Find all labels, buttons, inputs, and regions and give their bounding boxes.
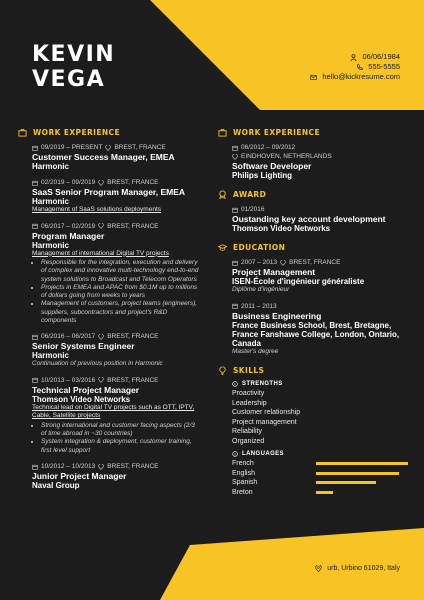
- language-level-fill: [316, 462, 408, 465]
- languages-block: [232, 451, 408, 497]
- bullet-item: • Management of customers, project teams (engineers), suppliers, subcontractors and project’s R&D components: [41, 300, 202, 325]
- calendar-icon: [232, 303, 238, 309]
- strength-item: Leadership: [232, 399, 267, 407]
- skills-heading: SKILLS: [218, 366, 408, 375]
- job-entry: 10/2012 – 10/2013 BREST, FRANCE Junior Project Manager Naval Group: [32, 462, 202, 490]
- bullet-item: • Strong international and customer facing aspects (2/3 of time abroad in ~30 countries): [41, 422, 202, 439]
- award-entry: 01/2016 Oustanding key account development Thomson Video Networks: [232, 205, 408, 233]
- calendar-icon: [32, 464, 38, 470]
- award-icon: [218, 190, 227, 199]
- school: France Business School, Brest, Bretagne, France Fanshawe College, London, Ontario, Canada: [232, 320, 400, 348]
- calendar-icon: [32, 377, 38, 383]
- language-level-fill: [316, 472, 399, 475]
- briefcase-icon: [18, 128, 27, 137]
- bullet-item: • System integration & deployment, customer training, first level support: [41, 438, 202, 455]
- location-pin-icon: [105, 145, 111, 151]
- address-block: [315, 565, 400, 572]
- location-pin-icon: [98, 180, 104, 186]
- location-pin-icon: [280, 260, 286, 266]
- strength-item: Project management: [232, 418, 297, 426]
- award-title: Oustanding key account development: [232, 214, 386, 224]
- language-level-bar: [316, 481, 408, 484]
- language-level-fill: [316, 481, 376, 484]
- school: ISEN-École d'ingénieur généraliste: [232, 277, 365, 286]
- bullet-item: • Responsible for the integration, execution and delivery of complex and innovative multi-technology end-to-end system solutions to Broadcast and Telecom Operators: [41, 259, 202, 284]
- language-level-bar: [316, 472, 408, 475]
- phone-icon: [356, 64, 363, 71]
- info-icon: [232, 451, 238, 457]
- graduation-cap-icon: [218, 243, 227, 252]
- language-level-bar: [316, 491, 408, 494]
- strengths-block: [232, 381, 408, 446]
- language-name: English: [232, 469, 255, 477]
- info-icon: [232, 381, 238, 387]
- job-entry: 09/2019 – PRESENT BREST, FRANCE Customer Success Manager, EMEA Harmonic: [32, 143, 202, 171]
- birthdate: 06/06/1984: [362, 52, 400, 61]
- email[interactable]: hello@kickresume.com: [322, 72, 400, 81]
- language-row: [232, 488, 408, 498]
- job-link[interactable]: Technical lead on Digital TV projects such as OTT, IPTV, Cable, Satellite projects: [32, 403, 195, 420]
- work-experience-heading: WORK EXPERIENCE: [218, 128, 408, 137]
- location-pin-icon: [315, 565, 322, 572]
- diploma-note: Master's degree: [232, 347, 279, 355]
- location-pin-icon: [98, 464, 104, 470]
- language-row: [232, 478, 408, 488]
- job-bullets: [32, 259, 202, 325]
- education-entry: 2007 – 2013 BREST, FRANCE Project Management ISEN-École d'ingénieur généraliste Diplôme d'ingénieur: [232, 258, 408, 295]
- email-icon: [310, 74, 317, 81]
- calendar-icon: [232, 145, 238, 151]
- diploma-note: Diplôme d'ingénieur: [232, 286, 290, 293]
- job-org: Harmonic: [32, 197, 69, 206]
- job-entry: 02/2019 – 09/2019 BREST, FRANCE SaaS Senior Program Manager, EMEA Harmonic Management of SaaS solutions deployments: [32, 178, 202, 215]
- job-role: Customer Success Manager, EMEA: [32, 152, 175, 162]
- left-column: [18, 128, 202, 497]
- job-entry: 06/2016 – 06/2017 BREST, FRANCE Senior Systems Engineer Harmonic Continuation of previous position in Harmonic: [32, 332, 202, 369]
- degree: Business Engineering: [232, 310, 322, 321]
- language-level-bar: [316, 462, 408, 465]
- calendar-icon: [32, 145, 38, 151]
- bullet-item: • Projects in EMEA and APAC from $0.1M up to millions of dollars going from weeks to years: [41, 284, 202, 301]
- strengths-title: STRENGTHS: [242, 381, 283, 387]
- location-pin-icon: [98, 223, 104, 229]
- language-row: [232, 469, 408, 479]
- job-org: Harmonic: [32, 162, 69, 171]
- education-entry: 2011 – 2013 Business Engineering France Business School, Brest, Bretagne, France Fanshawe College, London, Ontario, Canada Master's degree: [232, 302, 408, 357]
- address: urb, Urbino 61029, Italy: [327, 565, 400, 572]
- language-name: Breton: [232, 488, 253, 496]
- language-level-fill: [316, 491, 333, 494]
- calendar-icon: [32, 180, 38, 186]
- job-role: Program Manager: [32, 230, 105, 241]
- award-heading: AWARD: [218, 190, 408, 199]
- job-org: Harmonic: [32, 240, 69, 250]
- calendar-icon: [32, 223, 38, 229]
- lightbulb-icon: [218, 366, 227, 375]
- contact-block: [310, 52, 400, 82]
- education-heading: EDUCATION: [218, 243, 408, 252]
- job-org: Philips Lighting: [232, 171, 292, 180]
- work-experience-heading: WORK EXPERIENCE: [18, 128, 202, 137]
- calendar-icon: [232, 207, 238, 213]
- strength-item: Organized: [232, 437, 265, 445]
- job-role: Senior Systems Engineer: [32, 341, 135, 352]
- job-note: Continuation of previous position in Harmonic: [32, 360, 163, 368]
- job-org: Harmonic: [32, 351, 69, 361]
- job-role: SaaS Senior Program Manager, EMEA: [32, 187, 186, 197]
- job-entry: 10/2013 – 03/2016 BREST, FRANCE Technical Project Manager Thomson Video Networks Technical lead on Digital TV projects such as OTT, IPTV, Cable, Satellite projects • Strong international and customer facing aspects (2/3 of time abroad in ~30 countries) • System integration & deployment, customer training, first level support: [32, 376, 202, 455]
- strength-item: Proactivity: [232, 390, 265, 397]
- languages-title: LANGUAGES: [242, 451, 284, 457]
- calendar-icon: [32, 334, 38, 340]
- award-org: Thomson Video Networks: [232, 224, 331, 233]
- location-pin-icon: [98, 334, 104, 340]
- job-org: Thomson Video Networks: [32, 394, 131, 404]
- location-pin-icon: [98, 377, 104, 383]
- person-icon: [350, 54, 357, 61]
- strength-item: Reliability: [232, 428, 262, 435]
- job-role: Software Developer: [232, 161, 312, 171]
- candidate-name: KEVIN VEGA: [32, 42, 116, 92]
- briefcase-icon: [218, 128, 227, 137]
- job-entry: 06/2012 – 09/2012 EINDHOVEN, NETHERLANDS Software Developer Philips Lighting: [232, 143, 408, 180]
- job-entry: 06/2017 – 02/2019 BREST, FRANCE Program Manager Harmonic Management of international Digital TV projects • Responsible for the integration, execution and delivery of complex and innovative multi-technology end-to-end system solutions to Broadcast and Telecom Operators • Projects in EMEA and APAC from $0.1M up to millions of dollars going from weeks to years • Management of customers, project teams (engineers), suppliers, subcontractors and project’s R&D components: [32, 222, 202, 326]
- calendar-icon: [232, 260, 238, 266]
- job-link[interactable]: Management of international Digital TV projects: [32, 249, 169, 257]
- degree: Project Management: [232, 267, 316, 277]
- right-column: [218, 128, 408, 504]
- job-org: Naval Group: [32, 481, 80, 491]
- job-bullets: [32, 422, 202, 455]
- phone: 555-5555: [368, 62, 400, 71]
- language-row: [232, 459, 408, 469]
- language-name: French: [232, 460, 254, 468]
- strength-item: Customer relationship: [232, 409, 301, 416]
- job-link[interactable]: Management of SaaS solutions deployments: [32, 206, 161, 213]
- location-pin-icon: [232, 154, 238, 160]
- job-role: Technical Project Manager: [32, 384, 140, 395]
- language-name: Spanish: [232, 479, 258, 487]
- job-role: Junior Project Manager: [32, 471, 127, 482]
